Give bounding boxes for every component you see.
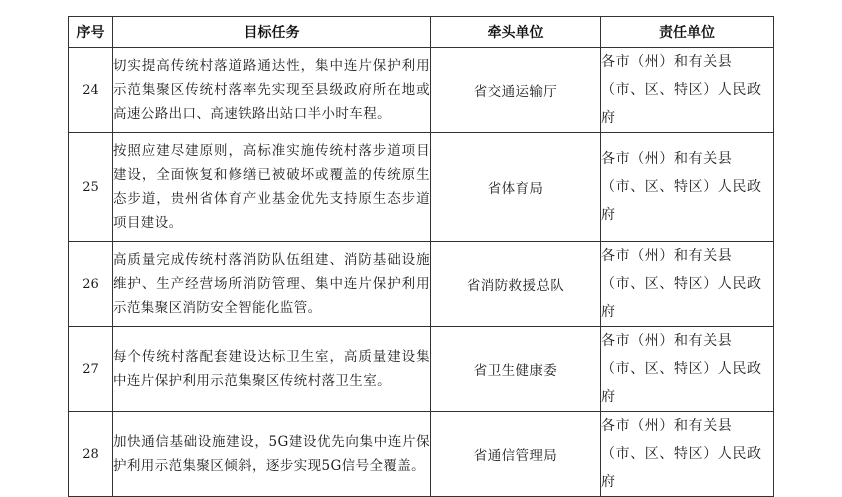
row-serial-no: 24 (69, 48, 113, 133)
table-row (69, 327, 774, 412)
row-responsible-unit: 各市（州）和有关县（市、区、特区）人民政府 (601, 48, 774, 133)
table-row (69, 412, 774, 497)
table-row (69, 48, 774, 133)
row-target-task: 高质量完成传统村落消防队伍组建、消防基础设施维护、生产经营场所消防管理、集中连片保护利用示范集聚区消防安全智能化监管。 (113, 242, 431, 327)
row-responsible-unit: 各市（州）和有关县（市、区、特区）人民政府 (601, 412, 774, 497)
row-lead-unit: 省体育局 (431, 133, 601, 242)
row-target-task: 切实提高传统村落道路通达性，集中连片保护利用示范集聚区传统村落率先实现至县级政府所在地或高速公路出口、高速铁路出站口半小时车程。 (113, 48, 431, 133)
table-row (69, 242, 774, 327)
row-responsible-unit: 各市（州）和有关县（市、区、特区）人民政府 (601, 242, 774, 327)
row-target-task: 加快通信基础设施建设，5G建设优先向集中连片保护利用示范集聚区倾斜，逐步实现5G信号全覆盖。 (113, 412, 431, 497)
row-serial-no: 25 (69, 133, 113, 242)
table-row (69, 133, 774, 242)
row-target-task: 按照应建尽建原则，高标准实施传统村落步道项目建设，全面恢复和修缮已被破坏或覆盖的传统原生态步道，贵州省体育产业基金优先支持原生态步道项目建设。 (113, 133, 431, 242)
task-table (68, 16, 774, 497)
header-lead-unit: 牵头单位 (431, 17, 601, 48)
table-header-row (69, 17, 774, 48)
header-serial-no: 序号 (69, 17, 113, 48)
row-responsible-unit: 各市（州）和有关县（市、区、特区）人民政府 (601, 133, 774, 242)
row-serial-no: 27 (69, 327, 113, 412)
row-serial-no: 28 (69, 412, 113, 497)
header-responsible-unit: 责任单位 (601, 17, 774, 48)
row-target-task: 每个传统村落配套建设达标卫生室，高质量建设集中连片保护利用示范集聚区传统村落卫生室。 (113, 327, 431, 412)
header-target-task: 目标任务 (113, 17, 431, 48)
row-lead-unit: 省卫生健康委 (431, 327, 601, 412)
row-lead-unit: 省交通运输厅 (431, 48, 601, 133)
row-lead-unit: 省通信管理局 (431, 412, 601, 497)
row-serial-no: 26 (69, 242, 113, 327)
row-lead-unit: 省消防救援总队 (431, 242, 601, 327)
row-responsible-unit: 各市（州）和有关县（市、区、特区）人民政府 (601, 327, 774, 412)
